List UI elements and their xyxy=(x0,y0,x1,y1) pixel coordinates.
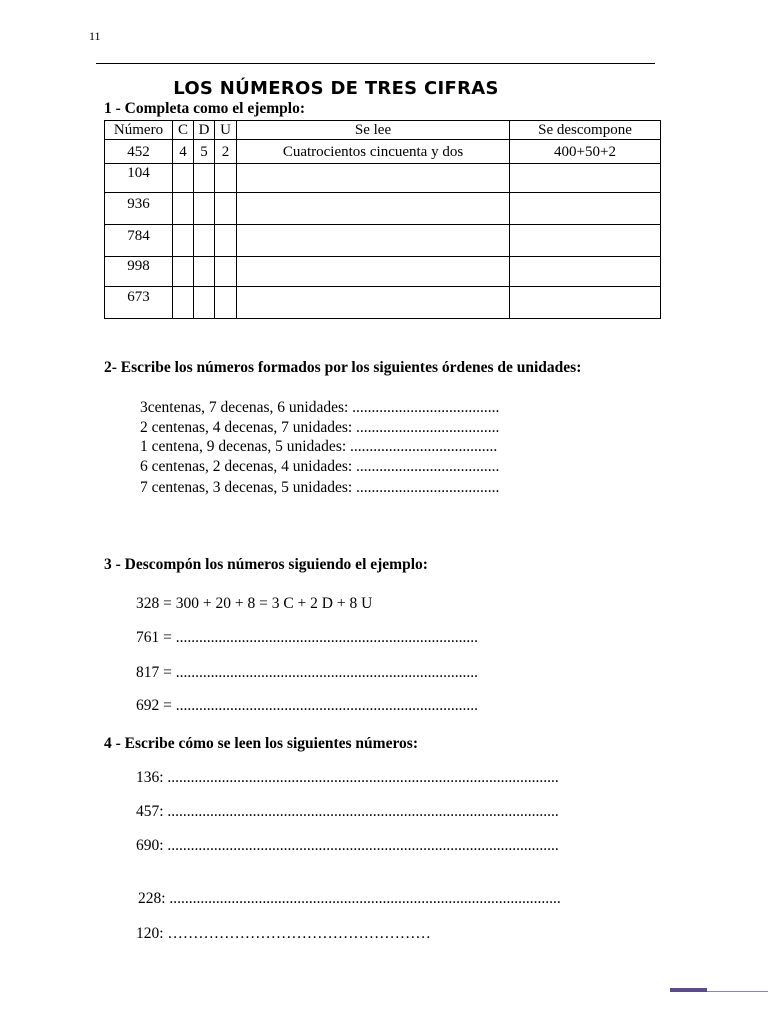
cell-d[interactable] xyxy=(194,164,215,193)
table-row-example xyxy=(105,140,661,164)
cell-d[interactable] xyxy=(194,287,215,319)
example-se-descompone: 400+50+2 xyxy=(510,140,661,164)
row-number: 104 xyxy=(105,164,173,193)
row-number: 998 xyxy=(105,257,173,287)
example-c: 4 xyxy=(173,140,194,164)
cell-c[interactable] xyxy=(173,225,194,257)
cell-d[interactable] xyxy=(194,257,215,287)
row-number: 784 xyxy=(105,225,173,257)
cell-se-lee[interactable] xyxy=(237,287,510,319)
header-numero: Número xyxy=(105,121,173,140)
order-line[interactable]: 1 centena, 9 decenas, 5 unidades: ...................................... xyxy=(140,438,498,455)
header-d: D xyxy=(194,121,215,140)
footer-accent-line xyxy=(707,991,768,992)
order-line[interactable]: 6 centenas, 2 decenas, 4 unidades: ..................................... xyxy=(140,458,500,475)
cell-se-lee[interactable] xyxy=(237,257,510,287)
example-se-lee: Cuatrocientos cincuenta y dos xyxy=(237,140,510,164)
cell-u[interactable] xyxy=(215,257,237,287)
decompose-line[interactable]: 692 = .............................................................................. xyxy=(136,697,478,714)
header-u: U xyxy=(215,121,237,140)
cell-u[interactable] xyxy=(215,225,237,257)
cell-c[interactable] xyxy=(173,257,194,287)
page-number: 11 xyxy=(89,29,101,43)
cell-u[interactable] xyxy=(215,164,237,193)
cell-se-descompone[interactable] xyxy=(510,225,661,257)
section4-heading: 4 - Escribe cómo se leen los siguientes números: xyxy=(104,735,418,752)
table-header-row xyxy=(105,121,661,140)
read-line[interactable]: 120: …………………………………………… xyxy=(136,925,431,942)
header-se-lee: Se lee xyxy=(237,121,510,140)
section1-heading: 1 - Completa como el ejemplo: xyxy=(104,100,306,117)
table-row xyxy=(105,225,661,257)
read-line[interactable]: 136: ..................................................................................................... xyxy=(136,769,559,786)
numbers-table xyxy=(104,120,661,319)
cell-se-lee[interactable] xyxy=(237,225,510,257)
header-rule xyxy=(96,63,655,64)
cell-se-lee[interactable] xyxy=(237,164,510,193)
table-row xyxy=(105,287,661,319)
cell-se-lee[interactable] xyxy=(237,193,510,225)
row-number: 936 xyxy=(105,193,173,225)
cell-d[interactable] xyxy=(194,193,215,225)
example-number: 452 xyxy=(105,140,173,164)
read-line[interactable]: 228: ..................................................................................................... xyxy=(138,890,561,907)
table-row xyxy=(105,257,661,287)
decompose-line[interactable]: 761 = .............................................................................. xyxy=(136,629,478,646)
cell-d[interactable] xyxy=(194,225,215,257)
example-d: 5 xyxy=(194,140,215,164)
section3-heading: 3 - Descompón los números siguiendo el ejemplo: xyxy=(104,556,428,573)
header-c: C xyxy=(173,121,194,140)
table-row xyxy=(105,193,661,225)
example-u: 2 xyxy=(215,140,237,164)
cell-c[interactable] xyxy=(173,287,194,319)
order-line[interactable]: 7 centenas, 3 decenas, 5 unidades: ..................................... xyxy=(140,479,500,496)
cell-se-descompone[interactable] xyxy=(510,257,661,287)
read-line[interactable]: 690: ..................................................................................................... xyxy=(136,837,559,854)
cell-c[interactable] xyxy=(173,164,194,193)
header-se-descompone: Se descompone xyxy=(510,121,661,140)
footer-accent-bar xyxy=(670,988,707,992)
cell-c[interactable] xyxy=(173,193,194,225)
cell-se-descompone[interactable] xyxy=(510,287,661,319)
decompose-example: 328 = 300 + 20 + 8 = 3 C + 2 D + 8 U xyxy=(136,595,373,612)
order-line[interactable]: 2 centenas, 4 decenas, 7 unidades: ..................................... xyxy=(140,419,500,436)
decompose-line[interactable]: 817 = .............................................................................. xyxy=(136,664,478,681)
section2-heading: 2- Escribe los números formados por los siguientes órdenes de unidades: xyxy=(104,359,582,376)
order-line[interactable]: 3centenas, 7 decenas, 6 unidades: ...................................... xyxy=(140,399,500,416)
cell-se-descompone[interactable] xyxy=(510,193,661,225)
cell-u[interactable] xyxy=(215,193,237,225)
cell-u[interactable] xyxy=(215,287,237,319)
row-number: 673 xyxy=(105,287,173,319)
table-row xyxy=(105,164,661,193)
cell-se-descompone[interactable] xyxy=(510,164,661,193)
page-title: LOS NÚMEROS DE TRES CIFRAS xyxy=(173,78,499,99)
read-line[interactable]: 457: ..................................................................................................... xyxy=(136,803,559,820)
